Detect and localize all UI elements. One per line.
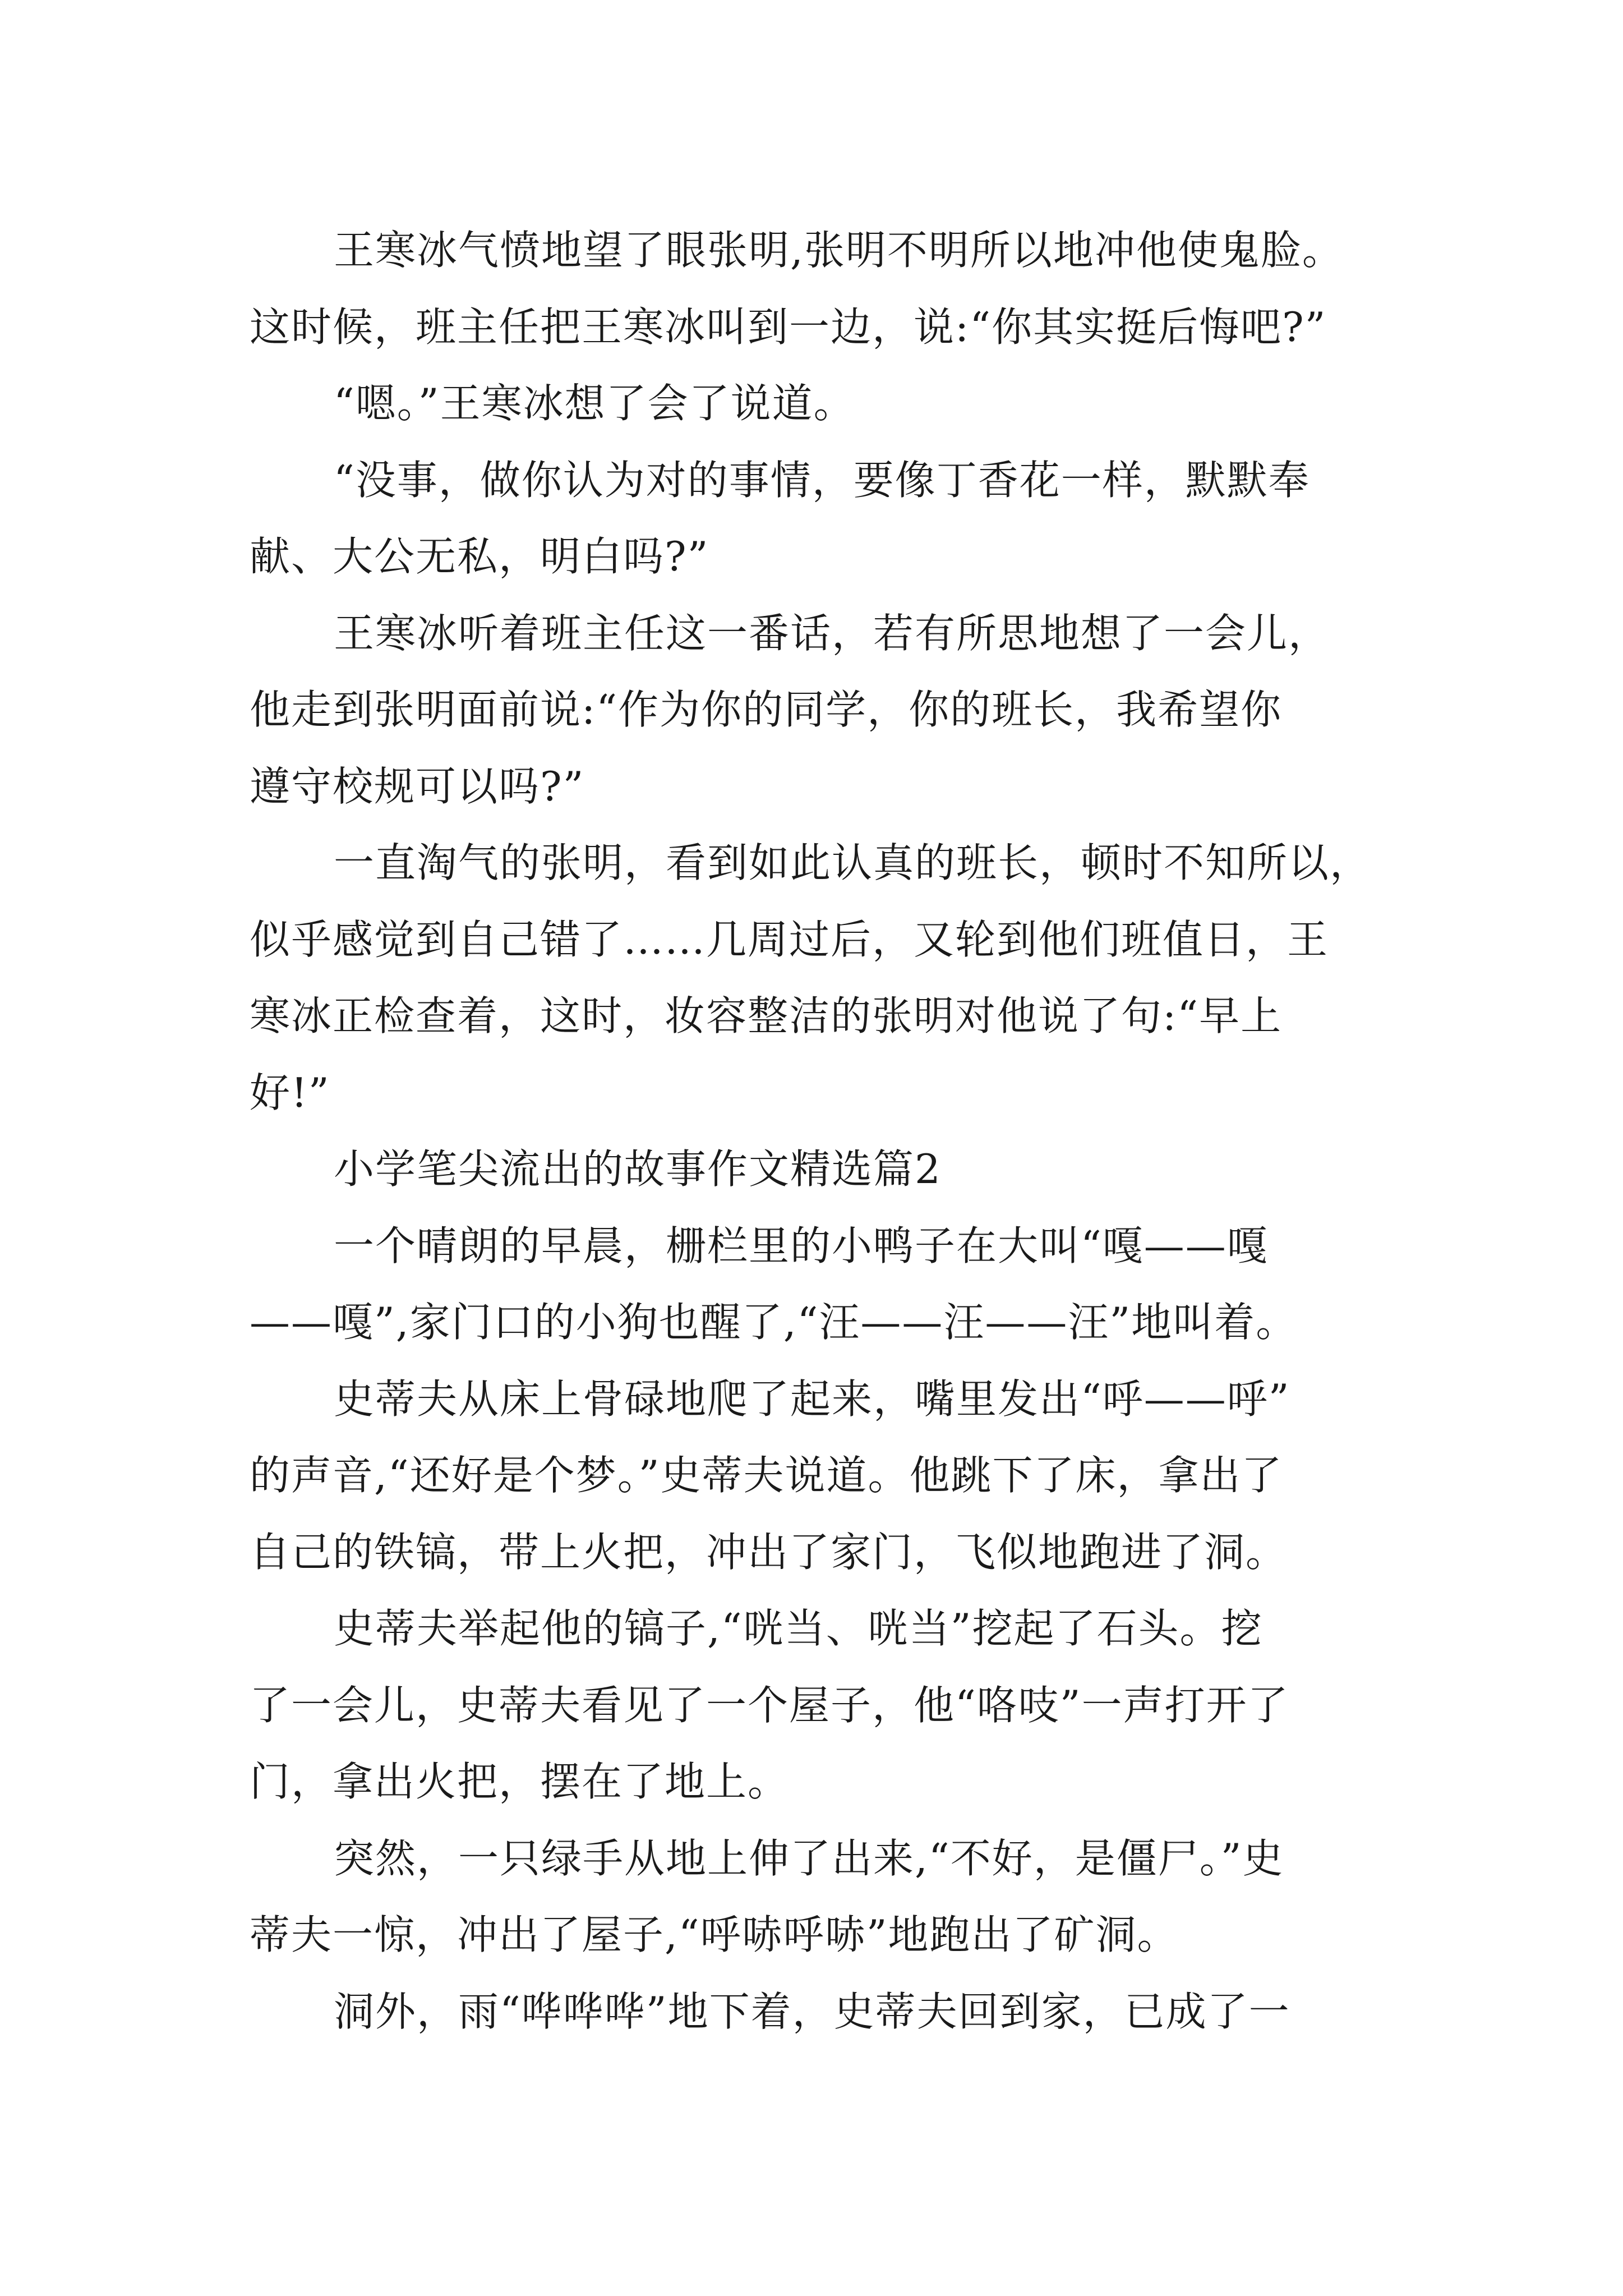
text-line: 王寒冰气愤地望了眼张明,张明不明所以地冲他使鬼脸。	[334, 227, 1344, 274]
text-line: 了一会儿，史蒂夫看见了一个屋子，他“咯吱”一声打开了	[250, 1681, 1289, 1729]
text-line: 小学笔尖流出的故事作文精选篇2	[334, 1145, 942, 1193]
document-body	[250, 212, 1438, 2050]
text-line: 的声音,“还好是个梦。”史蒂夫说道。他跳下了床，拿出了	[250, 1452, 1283, 1499]
text-line: ——嘎”,家门口的小狗也醒了,“汪——汪——汪”地叫着。	[250, 1299, 1298, 1346]
text-line: 寒冰正检查着，这时，妆容整洁的张明对他说了句:“早上	[250, 992, 1283, 1039]
text-line: 好!”	[250, 1069, 330, 1116]
text-line: 洞外，雨“哗哗哗”地下着，史蒂夫回到家，已成了一	[334, 1987, 1290, 2035]
text-line: 这时候，班主任把王寒冰叫到一边，说:“你其实挺后悔吧?”	[250, 303, 1327, 351]
text-line: 史蒂夫举起他的镐子,“咣当、咣当”挖起了石头。挖	[334, 1605, 1263, 1652]
text-line: 一个晴朗的早晨，栅栏里的小鸭子在大叫“嘎——嘎	[334, 1222, 1269, 1269]
text-line: 王寒冰听着班主任这一番话，若有所思地想了一会儿，	[334, 609, 1330, 657]
text-line: 门，拿出火把，摆在了地上。	[250, 1758, 790, 1805]
text-line: 遵守校规可以吗?”	[250, 762, 585, 810]
text-line: 蒂夫一惊，冲出了屋子,“呼哧呼哧”地跑出了矿洞。	[250, 1911, 1179, 1958]
text-line: 似乎感觉到自己错了……几周过后，又轮到他们班值日，王	[250, 915, 1329, 963]
text-line: 献、大公无私，明白吗?”	[250, 533, 709, 580]
text-line: 一直淘气的张明，看到如此认真的班长，顿时不知所以，	[334, 839, 1372, 886]
text-line: 自己的铁镐，带上火把，冲出了家门，飞似地跑进了洞。	[250, 1528, 1288, 1576]
text-line: 他走到张明面前说:“作为你的同学，你的班长，我希望你	[250, 686, 1283, 733]
text-line: 史蒂夫从床上骨碌地爬了起来，嘴里发出“呼——呼”	[334, 1375, 1290, 1423]
text-line: “嗯。”王寒冰想了会了说道。	[334, 380, 855, 427]
text-line: 突然，一只绿手从地上伸了出来,“不好，是僵尸。”史	[334, 1834, 1284, 1882]
text-line: “没事，做你认为对的事情，要像丁香花一样，默默奉	[334, 456, 1310, 504]
